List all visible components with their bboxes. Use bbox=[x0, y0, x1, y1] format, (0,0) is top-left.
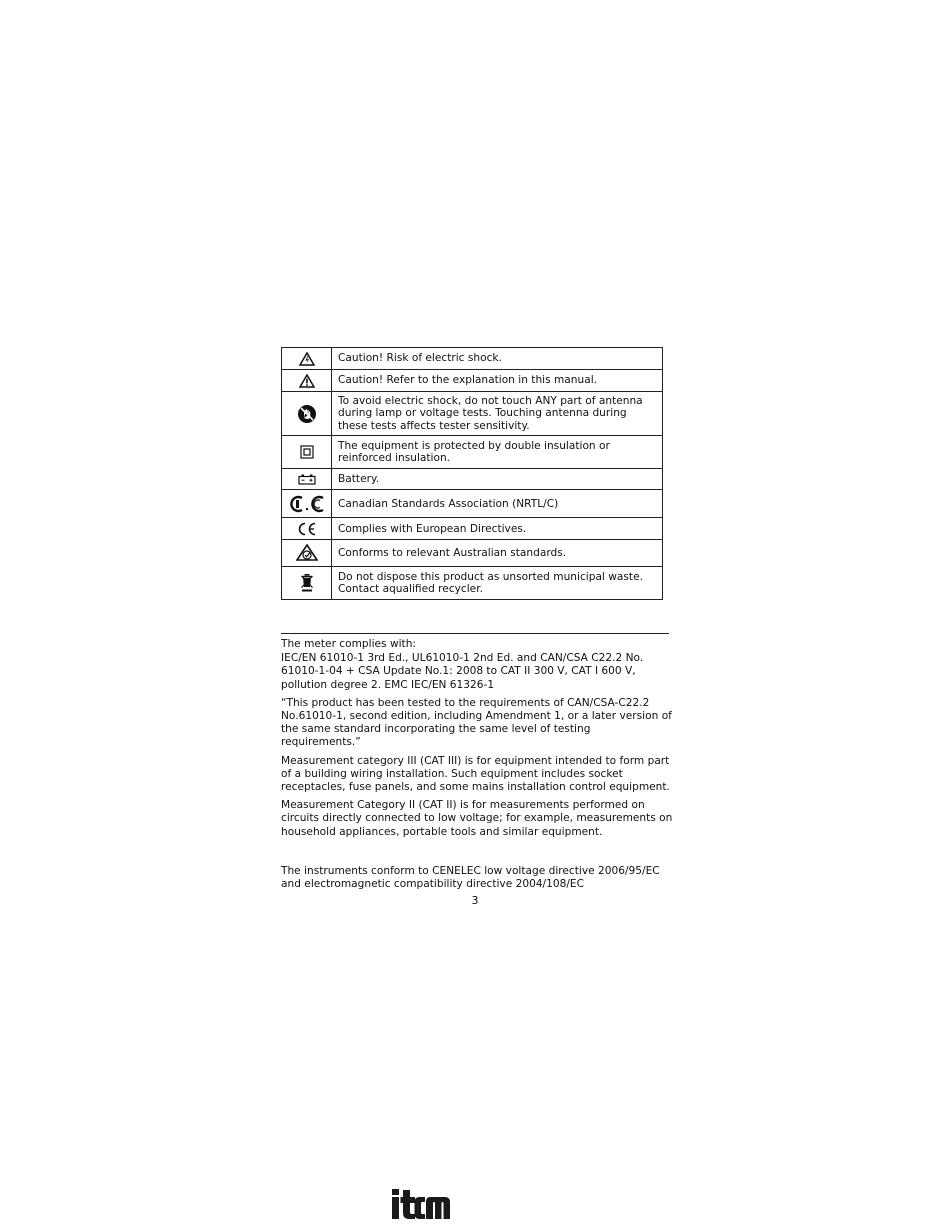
symbol-row bbox=[282, 567, 663, 600]
complies-intro: The meter complies with: bbox=[281, 638, 416, 650]
high-voltage-warning-icon bbox=[299, 352, 315, 366]
c-tick-mark-icon bbox=[296, 544, 318, 562]
symbol-description: Caution! Risk of electric shock. bbox=[332, 348, 663, 370]
symbol-description: Do not dispose this product as unsorted municipal waste. Contact aqualified recycler. bbox=[332, 567, 663, 600]
symbol-row bbox=[282, 540, 663, 567]
symbol-description: Canadian Standards Association (NRTL/C) bbox=[332, 490, 663, 518]
itm-logo bbox=[392, 1188, 464, 1220]
symbol-row bbox=[282, 348, 663, 370]
caution-warning-icon bbox=[299, 374, 315, 388]
symbol-row bbox=[282, 436, 663, 469]
double-insulation-icon bbox=[300, 445, 314, 459]
compliance-notes bbox=[281, 638, 673, 896]
symbol-row bbox=[282, 392, 663, 436]
symbol-row bbox=[282, 518, 663, 540]
cat-ii-definition: Measurement Category II (CAT II) is for measurements performed on circuits directly connected to low voltage; for example, measurements on household appliances, portable tools and similar equipment. bbox=[281, 799, 673, 838]
weee-bin-icon bbox=[300, 573, 314, 593]
symbol-description: Complies with European Directives. bbox=[332, 518, 663, 540]
page-number: 3 bbox=[471, 894, 479, 907]
symbol-row bbox=[282, 469, 663, 490]
symbol-row bbox=[282, 370, 663, 392]
ce-mark-icon bbox=[297, 522, 317, 536]
csa-statement: “This product has been tested to the requirements of CAN/CSA-C22.2 No.61010-1, second edition, including Amendment 1, or a later version of the same standard incorporating the same level of testing requirements.” bbox=[281, 696, 672, 749]
symbol-description: Conforms to relevant Australian standards. bbox=[332, 540, 663, 567]
csa-mark-icon bbox=[287, 495, 327, 513]
cenelec-statement: The instruments conform to CENELEC low voltage directive 2006/95/EC and electromagnetic compatibility directive 2004/108/EC bbox=[281, 864, 660, 891]
symbol-description: To avoid electric shock, do not touch ANY part of antenna during lamp or voltage tests. Touching antenna during these tests affects tester sensitivity. bbox=[332, 392, 663, 436]
standards-list: IEC/EN 61010-1 3rd Ed., UL61010-1 2nd Ed. and CAN/CSA C22.2 No. 61010-1-04 + CSA Update No.1: 2008 to CAT II 300 V, CAT I 600 V, pollution degree 2. EMC IEC/EN 61326-1 bbox=[281, 652, 644, 691]
symbol-row bbox=[282, 490, 663, 518]
battery-icon bbox=[298, 474, 316, 485]
symbol-description: Battery. bbox=[332, 469, 663, 490]
section-divider bbox=[281, 633, 669, 634]
safety-symbols-table bbox=[281, 347, 663, 600]
symbol-description: The equipment is protected by double insulation or reinforced insulation. bbox=[332, 436, 663, 469]
symbol-description: Caution! Refer to the explanation in this manual. bbox=[332, 370, 663, 392]
do-not-touch-antenna-icon bbox=[297, 404, 317, 424]
cat-iii-definition: Measurement category III (CAT III) is for equipment intended to form part of a building wiring installation. Such equipment includes socket receptacles, fuse panels, and some mains installation control equipment. bbox=[281, 754, 670, 794]
